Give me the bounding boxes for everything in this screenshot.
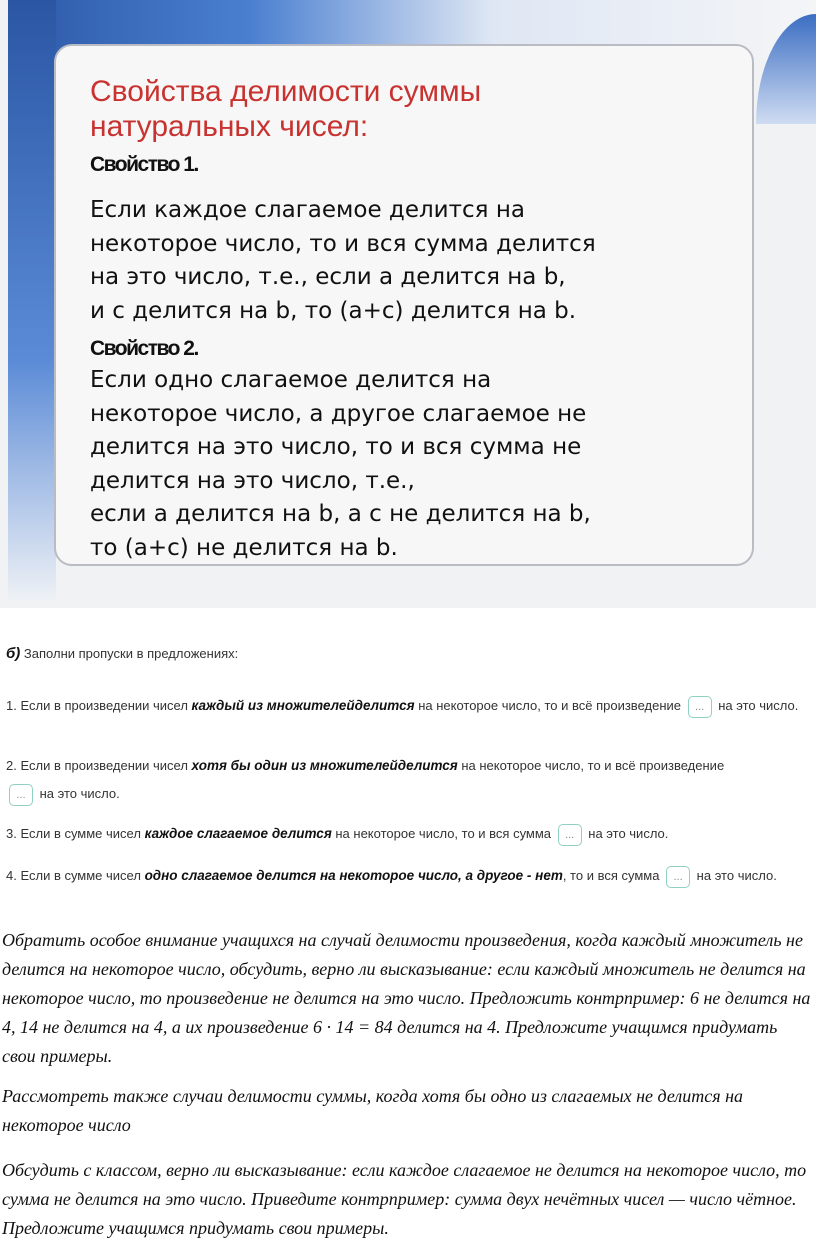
slide-title-line2: натуральных чисел:	[90, 110, 369, 143]
fill-gap-input[interactable]: ...	[9, 784, 33, 806]
exercise-label: б)	[6, 645, 21, 662]
property2-text: Если одно слагаемое делится на некоторое число, а другое слагаемое не делится на это число, то и вся сумма не делится на это число, т.е., если а делится на b, а с не делится на b, то (а+с) не делится на b.	[90, 367, 591, 561]
fill-gap-input[interactable]: ...	[666, 866, 690, 888]
property1-label: Свойство 1.	[90, 153, 198, 176]
item-text: 1. Если в произведении чисел	[6, 698, 192, 713]
teacher-note-3: Обсудить с классом, верно ли высказывание: если каждое слагаемое не делится на некоторое число, то сумма не делится на это число. Приведите контрпример: сумма двух нечётных чисел — число чётное. Предложите учащимся придумать свои примеры.	[2, 1160, 807, 1238]
item-emphasis: каждый из множителейделится	[191, 698, 415, 713]
exercise-instruction: Заполни пропуски в предложениях:	[23, 646, 239, 661]
teacher-note-2: Рассмотреть также случаи делимости суммы, когда хотя бы одно из слагаемых не делится на некоторое число	[2, 1086, 744, 1135]
exercise-header	[6, 644, 812, 664]
fill-gap-input[interactable]: ...	[688, 696, 712, 718]
item-emphasis: хотя бы один из множителейделится	[191, 758, 458, 773]
item-text: , то и вся сумма	[562, 868, 664, 883]
item-text: 3. Если в сумме чисел	[6, 826, 145, 841]
slide-title-line1: Свойства делимости суммы	[90, 75, 482, 108]
item-text: на это число.	[693, 868, 777, 883]
exercise-item-1	[6, 692, 812, 720]
exercise-item-3	[6, 820, 812, 848]
slide-decor-side	[8, 0, 56, 600]
property2-label: Свойство 2.	[90, 337, 198, 360]
item-text: на это число.	[584, 826, 669, 841]
item-emphasis: каждое слагаемое делится	[144, 826, 332, 841]
item-text: на это число.	[714, 698, 799, 713]
exercise	[6, 644, 812, 883]
item-text: 2. Если в произведении чисел	[6, 758, 192, 773]
item-text: на некоторое число, то и вся сумма	[331, 826, 555, 841]
teacher-note-1: Обратить особое внимание учащихся на случай делимости произведения, когда каждый множитель не делится на некоторое число, обсудить, верно ли высказывание: если каждый множитель не делится на некоторое число, то произведение не делится на это число. Предложить контрпример: 6 не делится на 4, 14 не делится на 4, а их произведение 6 · 14 = 84 делится на 4. Предложите учащимся придумать свои примеры.	[2, 930, 811, 1066]
item-text: на это число.	[36, 786, 120, 801]
slide-content	[90, 70, 750, 565]
item-text: 4. Если в сумме чисел	[6, 868, 145, 883]
item-emphasis: одно слагаемое делится на некоторое число, а другое - нет	[144, 868, 563, 883]
item-text: на некоторое число, то и всё произведение	[457, 758, 725, 773]
exercise-item-2	[6, 752, 812, 808]
exercise-item-4	[6, 862, 812, 890]
item-text: на некоторое число, то и всё произведение	[414, 698, 685, 713]
slide-title	[90, 74, 750, 144]
property1-text: Если каждое слагаемое делится на некоторое число, то и вся сумма делится на это число, т.е., если а делится на b, и с делится на b, то (а+с) делится на b.	[90, 197, 596, 324]
slide-image	[0, 0, 816, 608]
fill-gap-input[interactable]: ...	[558, 824, 582, 846]
